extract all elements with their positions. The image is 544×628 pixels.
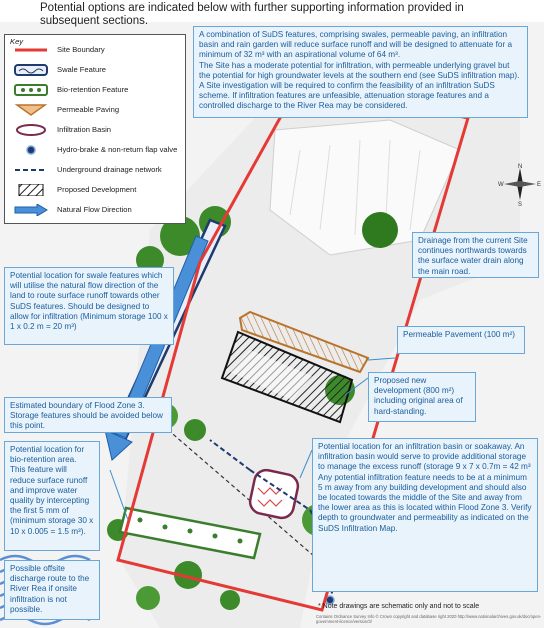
compass-e: E [537,182,542,188]
page-caption: Potential options are indicated below with further supporting information provided in subsequent sections. [40,2,464,27]
key-row-natural-flow: Natural Flow Direction [13,204,183,216]
key-row-swale: Swale Feature [13,64,183,76]
schematic-disclaimer: * Note drawings are schematic only and not to scale [318,603,480,610]
infiltration-basin-icon [13,124,49,136]
site-boundary-icon [13,44,49,56]
compass-n: N [518,164,523,170]
map-key [4,34,186,224]
key-row-proposed-development: Proposed Development [13,184,183,196]
key-row-bio-retention: Bio-retention Feature [13,84,183,96]
key-row-hydro-brake: Hydro-brake & non-return flap valve [13,144,183,156]
infiltration-basin [248,468,300,520]
note-permeable-pavement: Permeable Pavement (100 m²) [397,326,525,354]
note-suds-overview: A combination of SuDS features, comprising swales, permeable paving, an infiltration basin and rain garden will reduce surface runoff and will be designed to attenuate for a minimum of 32 m³ with an aspirational volume of 64 m³. The Site has a moderate potential for infiltration, with permeable underlying gravel but the potential for high groundwater levels at the southern end (see SuDS infiltration map). A Site investigation will be required to confirm the feasibility of an infiltration SuDS scheme. If infiltration features are unfeasible, attenuation storage features and a controlled discharge to the River Rea may be considered. [193,26,528,118]
hydro-brake-icon [13,144,49,156]
compass-rose-icon [498,162,542,206]
key-row-underground-drainage: Underground drainage network [13,164,183,176]
note-drainage: Drainage from the current Site continues northwards towards the surface water drain along the main road. [412,232,539,278]
note-offsite-discharge: Possible offsite discharge route to the River Rea if onsite infiltration is not possible. [4,560,100,620]
swale-feature-icon [13,64,49,76]
compass-w: W [498,182,504,188]
key-title: Key [10,37,24,46]
permeable-paving-icon [13,104,49,116]
proposed-development-icon [13,184,49,196]
key-row-site-boundary: Site Boundary [13,44,183,56]
compass-s: S [518,202,523,206]
bio-retention-feature-icon [13,84,49,96]
note-infiltration-basin: Potential location for an infiltration basin or soakaway. An infiltration basin would serve to provide additional storage to manage the excess runoff (storage 9 x 7 x 0.7m = 42 m³ Any potential infiltration feature needs to be at a minimum 5 m away from any building development and should also be located towards the middle of the Site and away from the lower area as this is located within Flood Zone 3. Verify depth to groundwater and permeability as indicated on the SuDS Infiltration Map. [312,438,538,592]
os-credit: Contains Ordnance Survey Info © Crown copyright and database right 2020 http://www.nationalarchives.gov.uk/doc/open-government-licence/version/3/ [316,614,542,624]
natural-flow-direction-icon [13,204,49,216]
key-row-infiltration-basin: Infiltration Basin [13,124,183,136]
note-swale-location: Potential location for swale features which will utilise the natural flow direction of the land to route surface runoff towards other SuDS features. Should be designed to allow for infiltration (Minimum storage 100 x 1 x 0.2 m = 20 m³) [4,267,174,345]
key-row-permeable-paving: Permeable Paving [13,104,183,116]
note-bio-retention: Potential location for bio-retention area. This feature will reduce surface runoff and improve water quality by intercepting the first 5 mm of (minimum storage 30 x 10 x 0.005 = 1.5 m³). [4,441,100,551]
note-flood-zone: Estimated boundary of Flood Zone 3. Storage features should be avoided below this point. [4,397,172,433]
underground-drainage-icon [13,164,49,176]
note-proposed-development: Proposed new development (800 m²) including original area of hard-standing. [368,372,476,422]
